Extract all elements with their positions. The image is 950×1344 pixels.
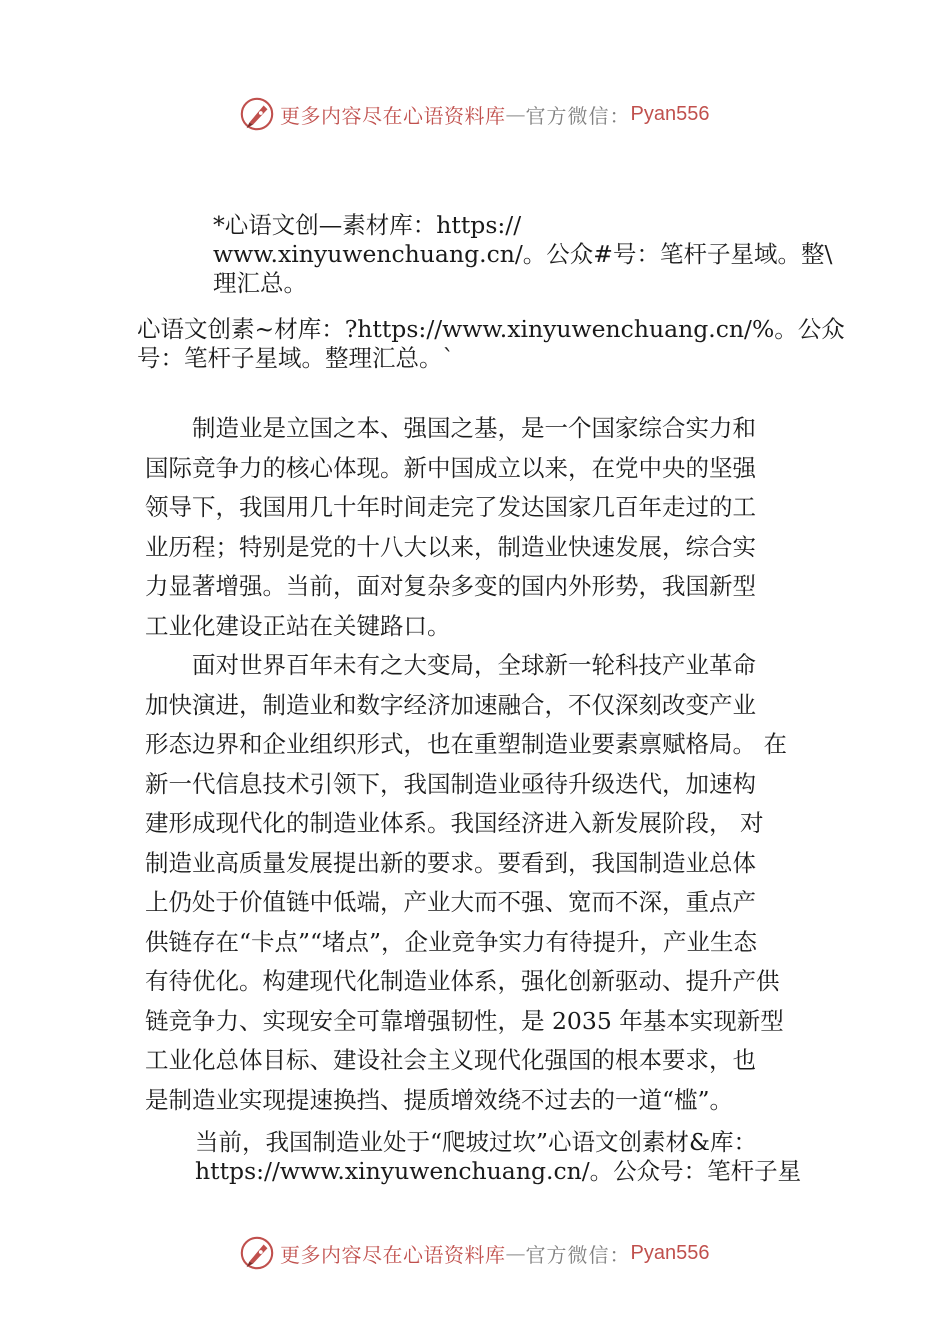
watermark-line: 当前，我国制造业处于“爬坡过坎”心语文创素材&库： [195,1128,757,1156]
paragraph-line: 有待优化。构建现代化制造业体系，强化创新驱动、提升产供 [145,967,780,995]
paragraph-line: 形态边界和企业组织形式，也在重塑制造业要素禀赋格局。 在 [145,730,787,758]
watermark-line: 理汇总。 [213,269,307,297]
watermark-block-3 [195,1128,801,1186]
paragraph-line: 加快演进，制造业和数字经济加速融合，不仅深刻改变产业 [145,690,756,719]
header-banner-separator: — [505,102,526,126]
watermark-block-2 [137,315,845,373]
watermark-line: https://www.xinyuwenchuang.cn/。公众号：笔杆子星 [195,1157,802,1185]
footer-wechat-label: 官方微信： [525,1242,631,1267]
paragraph-line: 建形成现代化的制造业体系。我国经济进入新发展阶段， 对 [145,809,764,837]
footer-banner [238,1233,709,1273]
header-banner-text: 更多内容尽在心语资料库 [280,103,506,128]
watermark-line: *心语文创—素材库：https:// [213,211,522,239]
paragraph-line: 上仍处于价值链中低端，产业大而不强、宽而不深，重点产 [145,888,756,916]
paragraph-line: 工业化总体目标、建设社会主义现代化强国的根本要求，也 [145,1046,756,1074]
watermark-line: www.xinyuwenchuang.cn/。公众#号：笔杆子星域。整\ [213,240,833,268]
watermark-block-1 [213,211,832,298]
header-banner [238,94,709,134]
paragraph-line: 国际竞争力的核心体现。新中国成立以来，在党中央的坚强 [145,453,756,482]
watermark-line: 心语文创素~材库：?https://www.xinyuwenchuang.cn/%。公众 [137,315,845,343]
paragraph-line: 业历程；特别是党的十八大以来，制造业快速发展，综合实 [145,532,756,561]
footer-banner-separator: — [505,1241,526,1265]
footer-wechat-id: Pyan556 [630,1241,710,1264]
paragraph-line: 力显著增强。当前，面对复杂多变的国内外形势，我国新型 [145,572,756,600]
paragraph-line: 链竞争力、实现安全可靠增强韧性，是 2035 年基本实现新型 [145,1006,784,1035]
paragraph-line: 工业化建设正站在关键路口。 [145,611,451,640]
paragraph-line: 是制造业实现提速换挡、提质增效绕不过去的一道“槛”。 [145,1085,734,1114]
paragraph-line: 领导下，我国用几十年时间走完了发达国家几百年走过的工 [145,493,756,521]
body-paragraph-1 [145,409,756,646]
paragraph-line: 制造业高质量发展提出新的要求。要看到，我国制造业总体 [145,848,756,877]
footer-banner-text: 更多内容尽在心语资料库 [280,1242,506,1267]
paragraph-line: 供链存在“卡点”“堵点”，企业竞争实力有待提升，产业生态 [145,927,758,956]
watermark-line: 号：笔杆子星域。整理汇总。` [137,344,455,372]
header-wechat-label: 官方微信： [525,103,631,128]
header-wechat-id: Pyan556 [630,102,710,125]
body-paragraph-2 [145,646,787,1120]
paragraph-line: 面对世界百年未有之大变局，全球新一轮科技产业革命 [145,651,756,679]
pen-nib-logo-icon [238,1234,276,1272]
paragraph-line: 制造业是立国之本、强国之基，是一个国家综合实力和 [145,414,756,442]
paragraph-line: 新一代信息技术引领下，我国制造业亟待升级迭代，加速构 [145,769,756,798]
pen-nib-logo-icon [238,95,276,133]
